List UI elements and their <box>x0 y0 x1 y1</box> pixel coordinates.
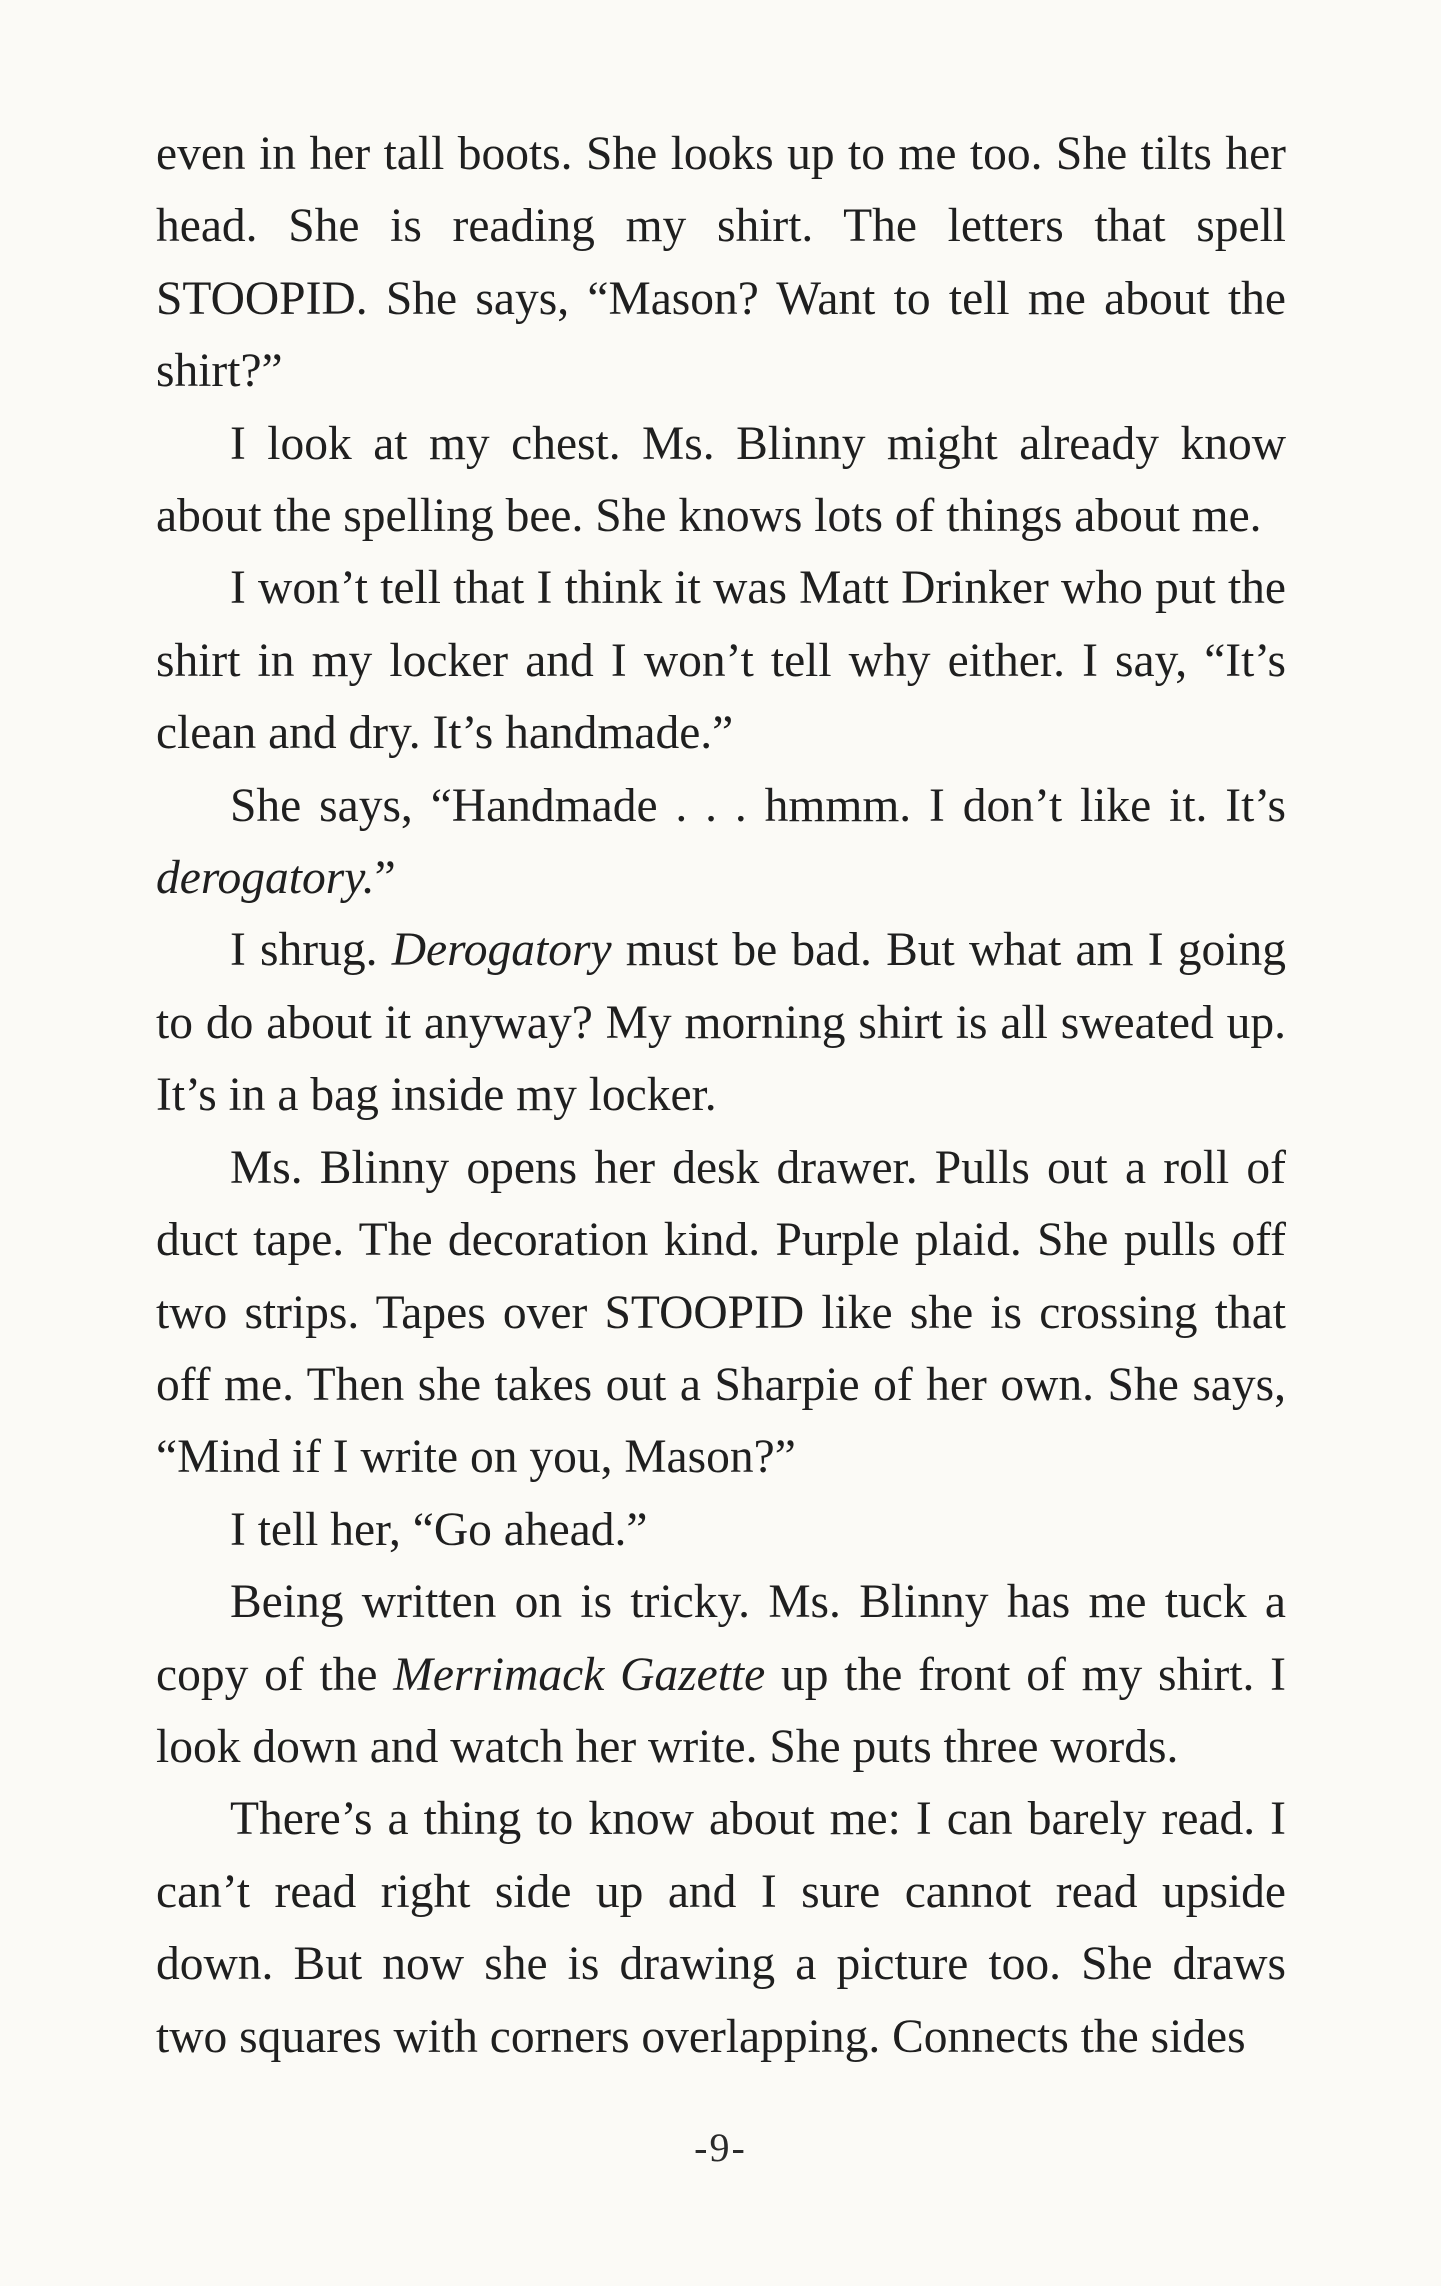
paragraph-5-text: I shrug. <box>230 924 392 977</box>
paragraph-4-text: She says, “Handmade . . . hmmm. I don’t like it. It’s <box>230 779 1286 832</box>
paragraph-7: I tell her, “Go ahead.” <box>230 1503 648 1556</box>
paragraph-5-italic: Derogatory <box>391 924 612 977</box>
paragraph-8-text-end: up the front of my shirt. I look down and watch her write. She puts three words. <box>156 1648 1286 1773</box>
paragraph-4-italic: derogatory. <box>156 852 375 905</box>
paragraph-3: I won’t tell that I think it was Matt Drinker who put the shirt in my locker and I won’t tell why either. I say, “It’s clean and dry. It’s handmade.” <box>156 562 1286 760</box>
paragraph-5-text-end: must be bad. But what am I going to do about it anyway? My morning shirt is all sweated up. It’s in a bag inside my locker. <box>156 924 1286 1122</box>
page-number: -9- <box>694 2125 747 2170</box>
paragraph-6: Ms. Blinny opens her desk drawer. Pulls out a roll of duct tape. The decoration kind. Purple plaid. She pulls off two strips. Tapes over STOOPID like she is crossing that off me. Then she takes out a Sharpie of her own. She says, “Mind if I write on you, Mason?” <box>156 1141 1286 1484</box>
paragraph-1: even in her tall boots. She looks up to me too. She tilts her head. She is reading my shirt. The letters that spell STOOPID. She says, “Mason? Want to tell me about the shirt?” <box>156 128 1286 398</box>
paragraph-8-italic: Merrimack Gazette <box>393 1648 766 1701</box>
paragraph-5 <box>156 914 1286 1131</box>
paragraph-4 <box>156 770 1286 915</box>
body-text <box>156 118 1286 2073</box>
paragraph-2: I look at my chest. Ms. Blinny might already know about the spelling bee. She knows lots of things about me. <box>156 417 1286 543</box>
paragraph-8-text: Being written on is tricky. Ms. Blinny has me tuck a copy of the <box>156 1576 1286 1701</box>
paragraph-4-text-end: ” <box>374 852 396 905</box>
paragraph-9: There’s a thing to know about me: I can barely read. I can’t read right side up and I sure cannot read upside down. But now she is drawing a picture too. She draws two squares with corners overlapping. Connects the sides <box>156 1793 1286 2063</box>
paragraph-8 <box>156 1566 1286 1783</box>
